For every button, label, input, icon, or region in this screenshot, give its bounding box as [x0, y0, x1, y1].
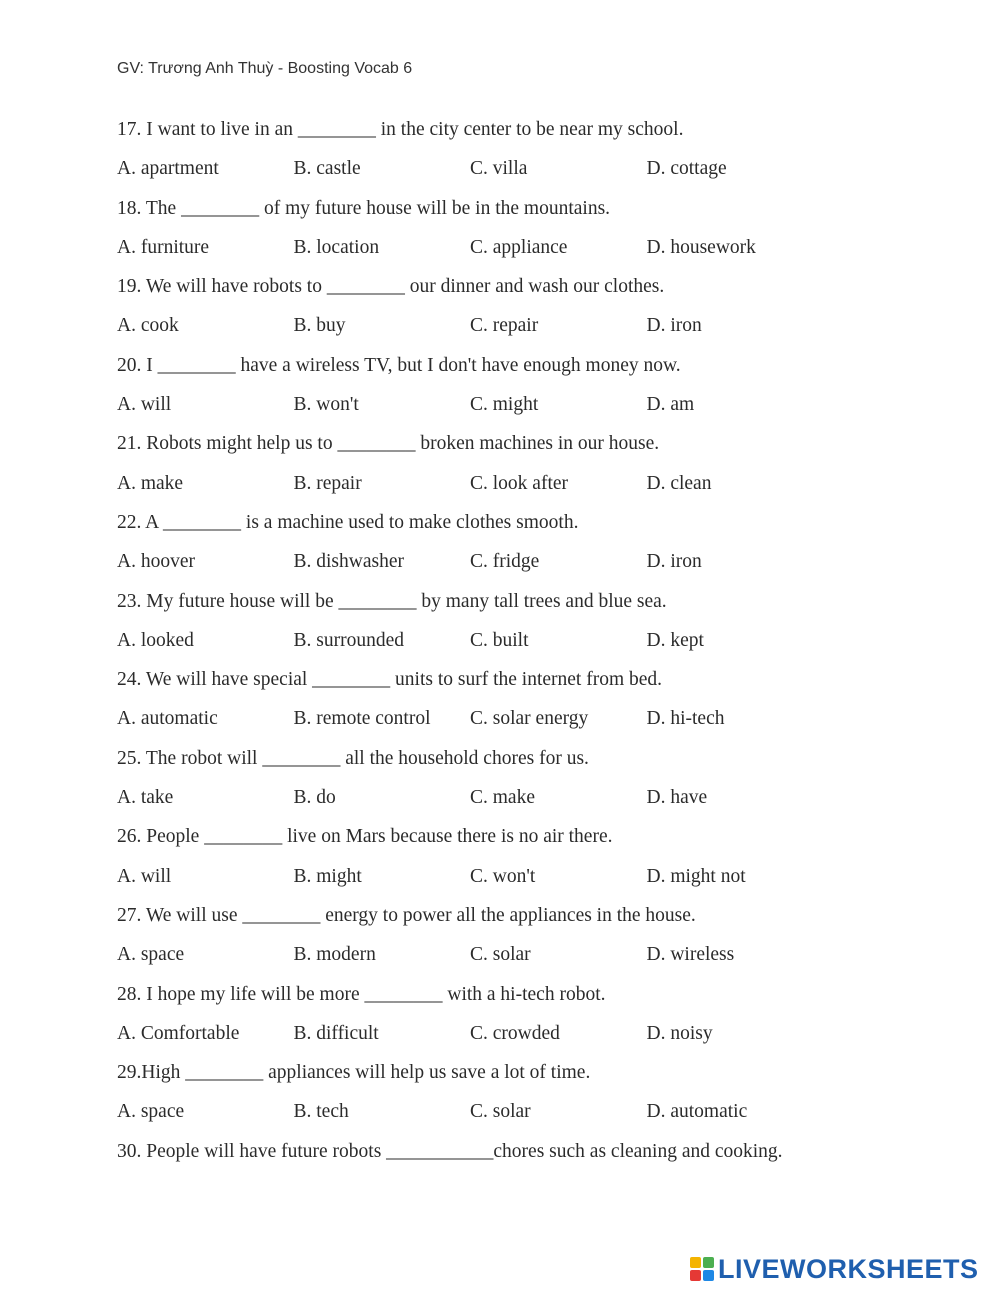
answer-options [117, 154, 977, 193]
liveworksheets-logo [690, 1254, 979, 1284]
question-item [117, 351, 977, 430]
answer-option[interactable]: D. automatic [646, 1101, 748, 1123]
question-text: 28. I hope my life will be more ________ with a hi-tech robot. [117, 983, 606, 1005]
question-text: 30. People will have future robots ___________chores such as cleaning and cooking. [117, 1140, 783, 1162]
answer-options [117, 469, 977, 508]
question-item [117, 1137, 977, 1176]
answer-options [117, 1097, 977, 1136]
logo-square [703, 1270, 714, 1281]
answer-option[interactable]: B. modern [293, 944, 376, 966]
question-item [117, 272, 977, 351]
answer-option[interactable]: D. housework [646, 236, 756, 258]
answer-option[interactable]: D. cottage [646, 158, 727, 180]
answer-option[interactable]: C. fridge [470, 551, 540, 573]
answer-option[interactable]: C. won't [470, 865, 536, 887]
answer-option[interactable]: B. might [293, 865, 362, 887]
answer-option[interactable]: B. remote control [293, 708, 431, 730]
answer-option[interactable]: B. difficult [293, 1022, 379, 1044]
answer-option[interactable]: A. furniture [117, 236, 210, 258]
answer-options [117, 704, 977, 743]
answer-option[interactable]: C. solar [470, 944, 531, 966]
question-text: 19. We will have robots to ________ our dinner and wash our clothes. [117, 276, 665, 298]
question-item [117, 744, 977, 823]
answer-option[interactable]: A. take [117, 787, 174, 809]
answer-option[interactable]: D. am [646, 394, 695, 416]
answer-options [117, 233, 977, 272]
question-item [117, 587, 977, 666]
question-text: 17. I want to live in an ________ in the city center to be near my school. [117, 119, 684, 140]
answer-option[interactable]: B. do [293, 787, 336, 809]
answer-option[interactable]: D. iron [646, 315, 702, 337]
question-text: 18. The ________ of my future house will be in the mountains. [117, 197, 611, 219]
answer-option[interactable]: C. villa [470, 158, 528, 180]
question-text: 25. The robot will ________ all the household chores for us. [117, 747, 589, 769]
answer-option[interactable]: C. crowded [470, 1022, 560, 1044]
answer-option[interactable]: C. built [470, 629, 529, 651]
question-item [117, 980, 977, 1059]
answer-option[interactable]: B. repair [293, 472, 362, 494]
answer-option[interactable]: C. might [470, 394, 539, 416]
answer-options [117, 783, 977, 822]
question-text: 22. A ________ is a machine used to make clothes smooth. [117, 511, 579, 533]
answer-option[interactable]: C. solar energy [470, 708, 589, 730]
answer-option[interactable]: D. kept [646, 629, 704, 651]
answer-option[interactable]: A. apartment [117, 158, 219, 180]
answer-option[interactable]: D. might not [646, 865, 746, 887]
question-item [117, 665, 977, 744]
answer-option[interactable]: D. have [646, 787, 708, 809]
answer-option[interactable]: A. space [117, 1101, 185, 1123]
question-item [117, 429, 977, 508]
answer-option[interactable]: C. look after [470, 472, 569, 494]
answer-option[interactable]: A. space [117, 944, 185, 966]
answer-option[interactable]: A. make [117, 472, 184, 494]
answer-option[interactable]: B. location [293, 236, 380, 258]
answer-option[interactable]: D. noisy [646, 1022, 713, 1044]
answer-option[interactable]: A. automatic [117, 708, 218, 730]
answer-option[interactable]: B. buy [293, 315, 346, 337]
question-item [117, 1058, 977, 1137]
question-text: 21. Robots might help us to ________ broken machines in our house. [117, 433, 660, 455]
answer-options [117, 940, 977, 979]
answer-options [117, 311, 977, 350]
question-text: 23. My future house will be ________ by many tall trees and blue sea. [117, 590, 667, 612]
logo-text: LIVEWORKSHEETS [718, 1253, 979, 1284]
answer-option[interactable]: A. looked [117, 629, 194, 651]
answer-option[interactable]: B. dishwasher [293, 551, 404, 573]
answer-option[interactable]: A. will [117, 865, 172, 887]
answer-option[interactable]: C. repair [470, 315, 539, 337]
answer-option[interactable]: D. clean [646, 472, 712, 494]
logo-square [690, 1270, 701, 1281]
question-item [117, 194, 977, 273]
answer-option[interactable]: D. hi-tech [646, 708, 725, 730]
answer-options [117, 547, 977, 586]
logo-square [703, 1257, 714, 1268]
question-text: 29.High ________ appliances will help us save a lot of time. [117, 1062, 591, 1084]
answer-option[interactable]: D. iron [646, 551, 702, 573]
answer-option[interactable]: A. Comfortable [117, 1022, 240, 1044]
page-header: GV: Trương Anh Thuỳ - Boosting Vocab 6 [117, 60, 413, 77]
answer-option[interactable]: C. make [470, 787, 535, 809]
answer-option[interactable]: A. hoover [117, 551, 195, 573]
answer-option[interactable]: C. solar [470, 1101, 531, 1123]
answer-option[interactable]: B. won't [293, 394, 359, 416]
question-text: 27. We will use ________ energy to power all the appliances in the house. [117, 904, 696, 926]
answer-options [117, 626, 977, 665]
question-item [117, 508, 977, 587]
answer-options [117, 862, 977, 901]
answer-option[interactable]: C. appliance [470, 236, 568, 258]
question-text: 24. We will have special ________ units to surf the internet from bed. [117, 669, 663, 691]
answer-options [117, 390, 977, 429]
question-text: 20. I ________ have a wireless TV, but I don't have enough money now. [117, 354, 681, 376]
answer-option[interactable]: B. castle [293, 158, 361, 180]
logo-square [690, 1257, 701, 1268]
answer-option[interactable]: B. tech [293, 1101, 349, 1123]
liveworksheets-logo-icon [690, 1257, 714, 1281]
question-item [117, 115, 977, 194]
answer-option[interactable]: A. will [117, 394, 172, 416]
answer-option[interactable]: D. wireless [646, 944, 735, 966]
answer-option[interactable]: A. cook [117, 315, 179, 337]
question-text: 26. People ________ live on Mars because there is no air there. [117, 826, 613, 848]
answer-options [117, 1019, 977, 1058]
answer-option[interactable]: B. surrounded [293, 629, 404, 651]
question-item [117, 822, 977, 901]
question-item [117, 901, 977, 980]
question-list [117, 115, 977, 1176]
